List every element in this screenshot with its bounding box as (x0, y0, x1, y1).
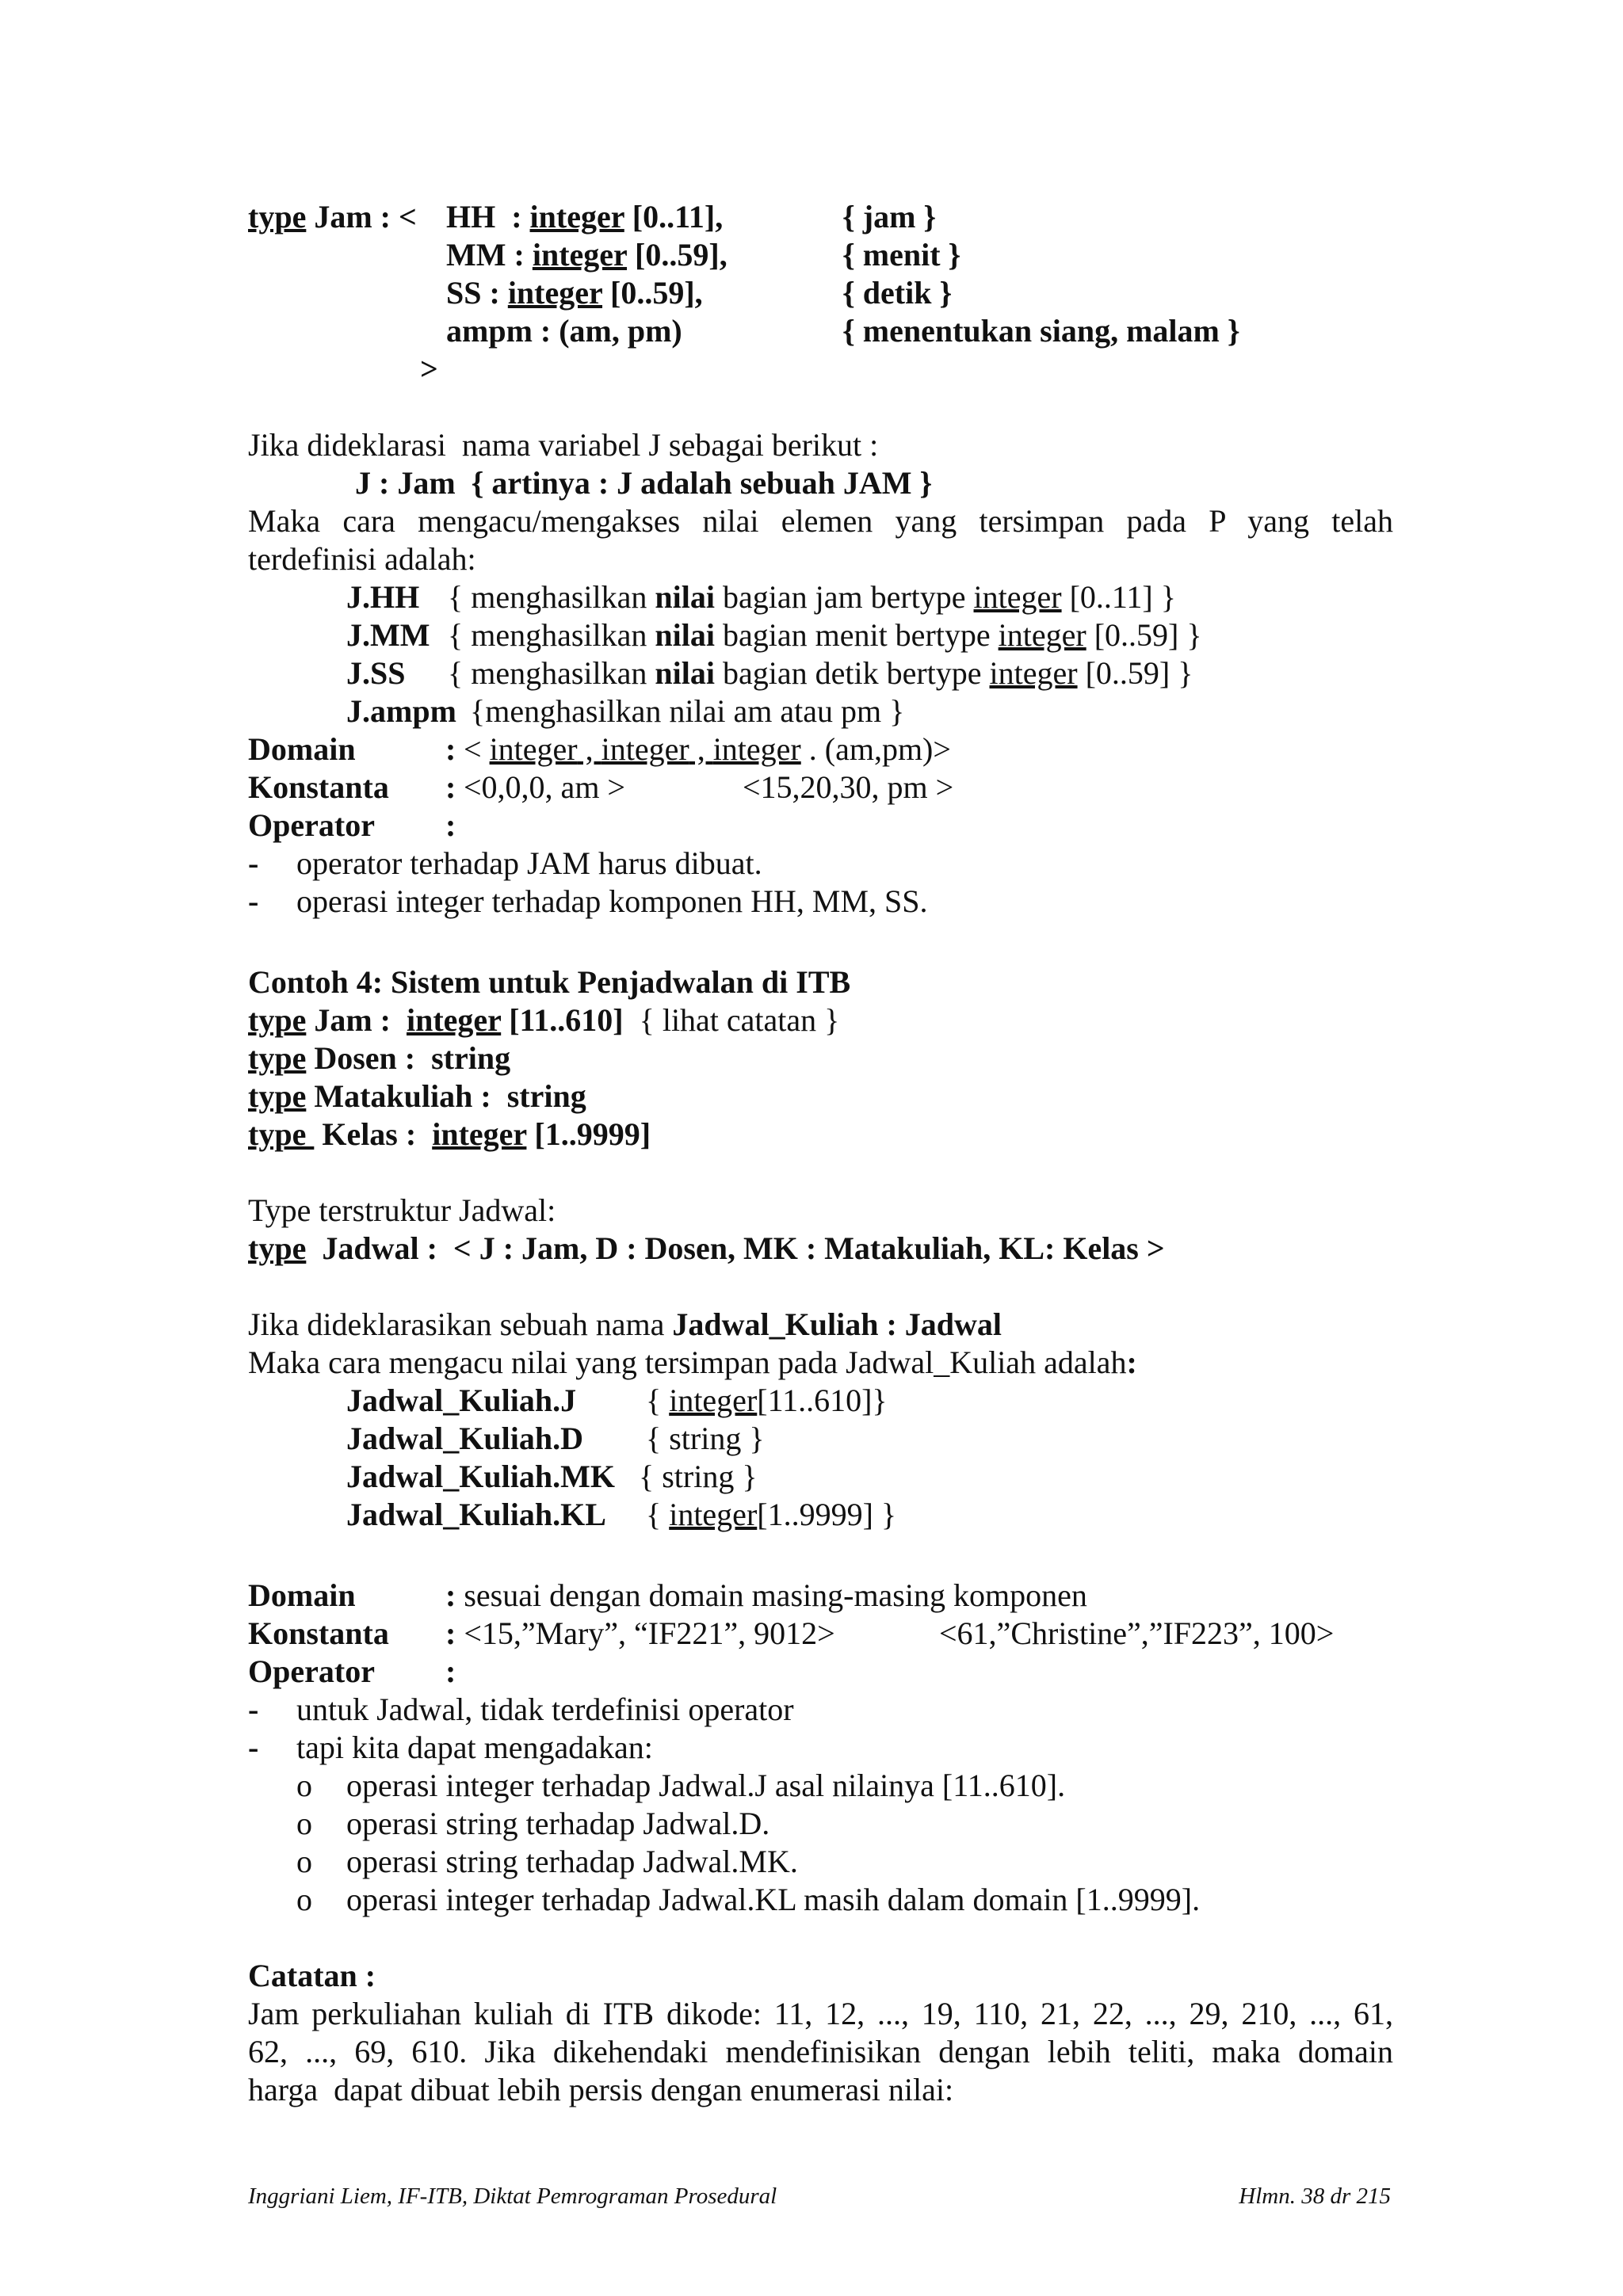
section-heading: Contoh 4: Sistem untuk Penjadwalan di ITB (248, 964, 851, 1000)
jam-field-ampm: ampm : (am, pm) (446, 313, 682, 349)
konstanta-value-2: <15,20,30, pm > (743, 769, 954, 805)
domain-value: : sesuai dengan domain masing-masing komponen (445, 1577, 1087, 1613)
operator-colon: : (445, 807, 456, 843)
konstanta-value-1: : <15,”Mary”, “IF221”, 9012> (445, 1615, 835, 1651)
domain-label: Domain (248, 1577, 356, 1613)
list-dash: - (248, 1730, 259, 1765)
domain-label: Domain (248, 731, 356, 767)
accessor-name-ampm: J.ampm (346, 693, 456, 729)
type-dosen-line: type Dosen : string (248, 1040, 511, 1076)
list-dash: - (248, 845, 259, 881)
domain-colon: : (445, 731, 456, 767)
bullet-marker: o (296, 1844, 312, 1879)
accessor-name-hh: J.HH (346, 579, 420, 615)
catatan-line: 62, ..., 69, 610. Jika dikehendaki mendefinisikan dengan lebih teliti, maka domain (248, 2034, 1393, 2069)
footer-author: Inggriani Liem, IF-ITB, Diktat Pemrograman Prosedural (248, 2183, 777, 2209)
operator-label: Operator (248, 807, 375, 843)
jadwal-intro: Jika dideklarasikan sebuah nama Jadwal_Kuliah : Jadwal (248, 1306, 1002, 1342)
operator-item: tapi kita dapat mengadakan: (296, 1730, 653, 1765)
jadwal-accessor-name: Jadwal_Kuliah.MK (346, 1459, 615, 1494)
catatan-line: Jam perkuliahan kuliah di ITB dikode: 11, 12, ..., 19, 110, 21, 22, ..., 29, 210, ..., 61, (248, 1996, 1393, 2031)
list-dash: - (248, 883, 259, 919)
sub-operator-item: operasi string terhadap Jadwal.MK. (346, 1844, 798, 1879)
jadwal-accessor-name: Jadwal_Kuliah.J (346, 1383, 577, 1418)
operator-item: operator terhadap JAM harus dibuat. (296, 845, 762, 881)
operator-label: Operator (248, 1653, 375, 1689)
type-jam-line: type Jam : integer [11..610] { lihat catatan } (248, 1002, 840, 1038)
jadwal-accessor-desc: { integer[1..9999] } (646, 1497, 897, 1532)
jadwal-accessor-name: Jadwal_Kuliah.KL (346, 1497, 606, 1532)
konstanta-label: Konstanta (248, 1615, 389, 1651)
accessor-desc-ss: { menghasilkan nilai bagian detik bertype integer [0..59] } (448, 655, 1193, 691)
accessor-desc-mm: { menghasilkan nilai bagian menit bertype integer [0..59] } (448, 617, 1202, 653)
jam-field-ampm-comment: { menentukan siang, malam } (842, 313, 1240, 349)
operator-item: operasi integer terhadap komponen HH, MM, SS. (296, 883, 928, 919)
type-kelas-line: type Kelas : integer [1..9999] (248, 1116, 651, 1152)
accessor-name-mm: J.MM (346, 617, 430, 653)
footer-page-number: Hlmn. 38 dr 215 (1239, 2183, 1391, 2209)
decl-intro: Jika dideklarasi nama variabel J sebagai berikut : (248, 427, 879, 463)
konstanta-colon: : (445, 769, 456, 805)
list-dash: - (248, 1691, 259, 1727)
bullet-marker: o (296, 1882, 312, 1917)
jadwal-accessor-desc: { string } (646, 1421, 765, 1456)
accessor-name-ss: J.SS (346, 655, 406, 691)
catatan-heading: Catatan : (248, 1958, 376, 1993)
jam-field-mm-comment: { menit } (842, 237, 961, 273)
accessor-desc-ampm: {menghasilkan nilai am atau pm } (470, 693, 905, 729)
accessor-desc-hh: { menghasilkan nilai bagian jam bertype integer [0..11] } (448, 579, 1176, 615)
decl-para: Maka cara mengacu/mengakses nilai elemen yang tersimpan pada P yang telah (248, 503, 1393, 539)
jam-type-header: type Jam : < (248, 199, 441, 235)
bullet-marker: o (296, 1806, 312, 1841)
decl-para-2: terdefinisi adalah: (248, 541, 476, 577)
catatan-line: harga dapat dibuat lebih persis dengan enumerasi nilai: (248, 2072, 954, 2107)
jam-type-close: > (420, 351, 438, 387)
jadwal-para: Maka cara mengacu nilai yang tersimpan pada Jadwal_Kuliah adalah: (248, 1344, 1137, 1380)
jam-field-ss-comment: { detik } (842, 275, 953, 311)
jadwal-accessor-desc: { integer[11..610]} (646, 1383, 888, 1418)
konstanta-value-1: <0,0,0, am > (464, 769, 625, 805)
jadwal-accessor-desc: { string } (639, 1459, 758, 1494)
jam-field-mm: MM : integer [0..59], (446, 237, 727, 273)
sub-operator-item: operasi integer terhadap Jadwal.KL masih dalam domain [1..9999]. (346, 1882, 1201, 1917)
jadwal-label: Type terstruktur Jadwal: (248, 1192, 556, 1228)
konstanta-value-2: <61,”Christine”,”IF223”, 100> (939, 1615, 1335, 1651)
domain-value: < integer , integer , integer . (am,pm)> (464, 731, 951, 767)
type-matakuliah-line: type Matakuliah : string (248, 1078, 586, 1114)
operator-colon: : (445, 1653, 456, 1689)
jam-field-hh-comment: { jam } (842, 199, 937, 235)
decl-line: J : Jam { artinya : J adalah sebuah JAM } (355, 465, 933, 501)
sub-operator-item: operasi integer terhadap Jadwal.J asal nilainya [11..610]. (346, 1768, 1066, 1803)
jam-field-ss: SS : integer [0..59], (446, 275, 703, 311)
operator-item: untuk Jadwal, tidak terdefinisi operator (296, 1691, 794, 1727)
jadwal-type-def: type Jadwal : < J : Jam, D : Dosen, MK : Matakuliah, KL: Kelas > (248, 1230, 1165, 1266)
jadwal-accessor-name: Jadwal_Kuliah.D (346, 1421, 583, 1456)
jam-field-hh: HH : integer [0..11], (446, 199, 724, 235)
bullet-marker: o (296, 1768, 312, 1803)
konstanta-label: Konstanta (248, 769, 389, 805)
sub-operator-item: operasi string terhadap Jadwal.D. (346, 1806, 770, 1841)
